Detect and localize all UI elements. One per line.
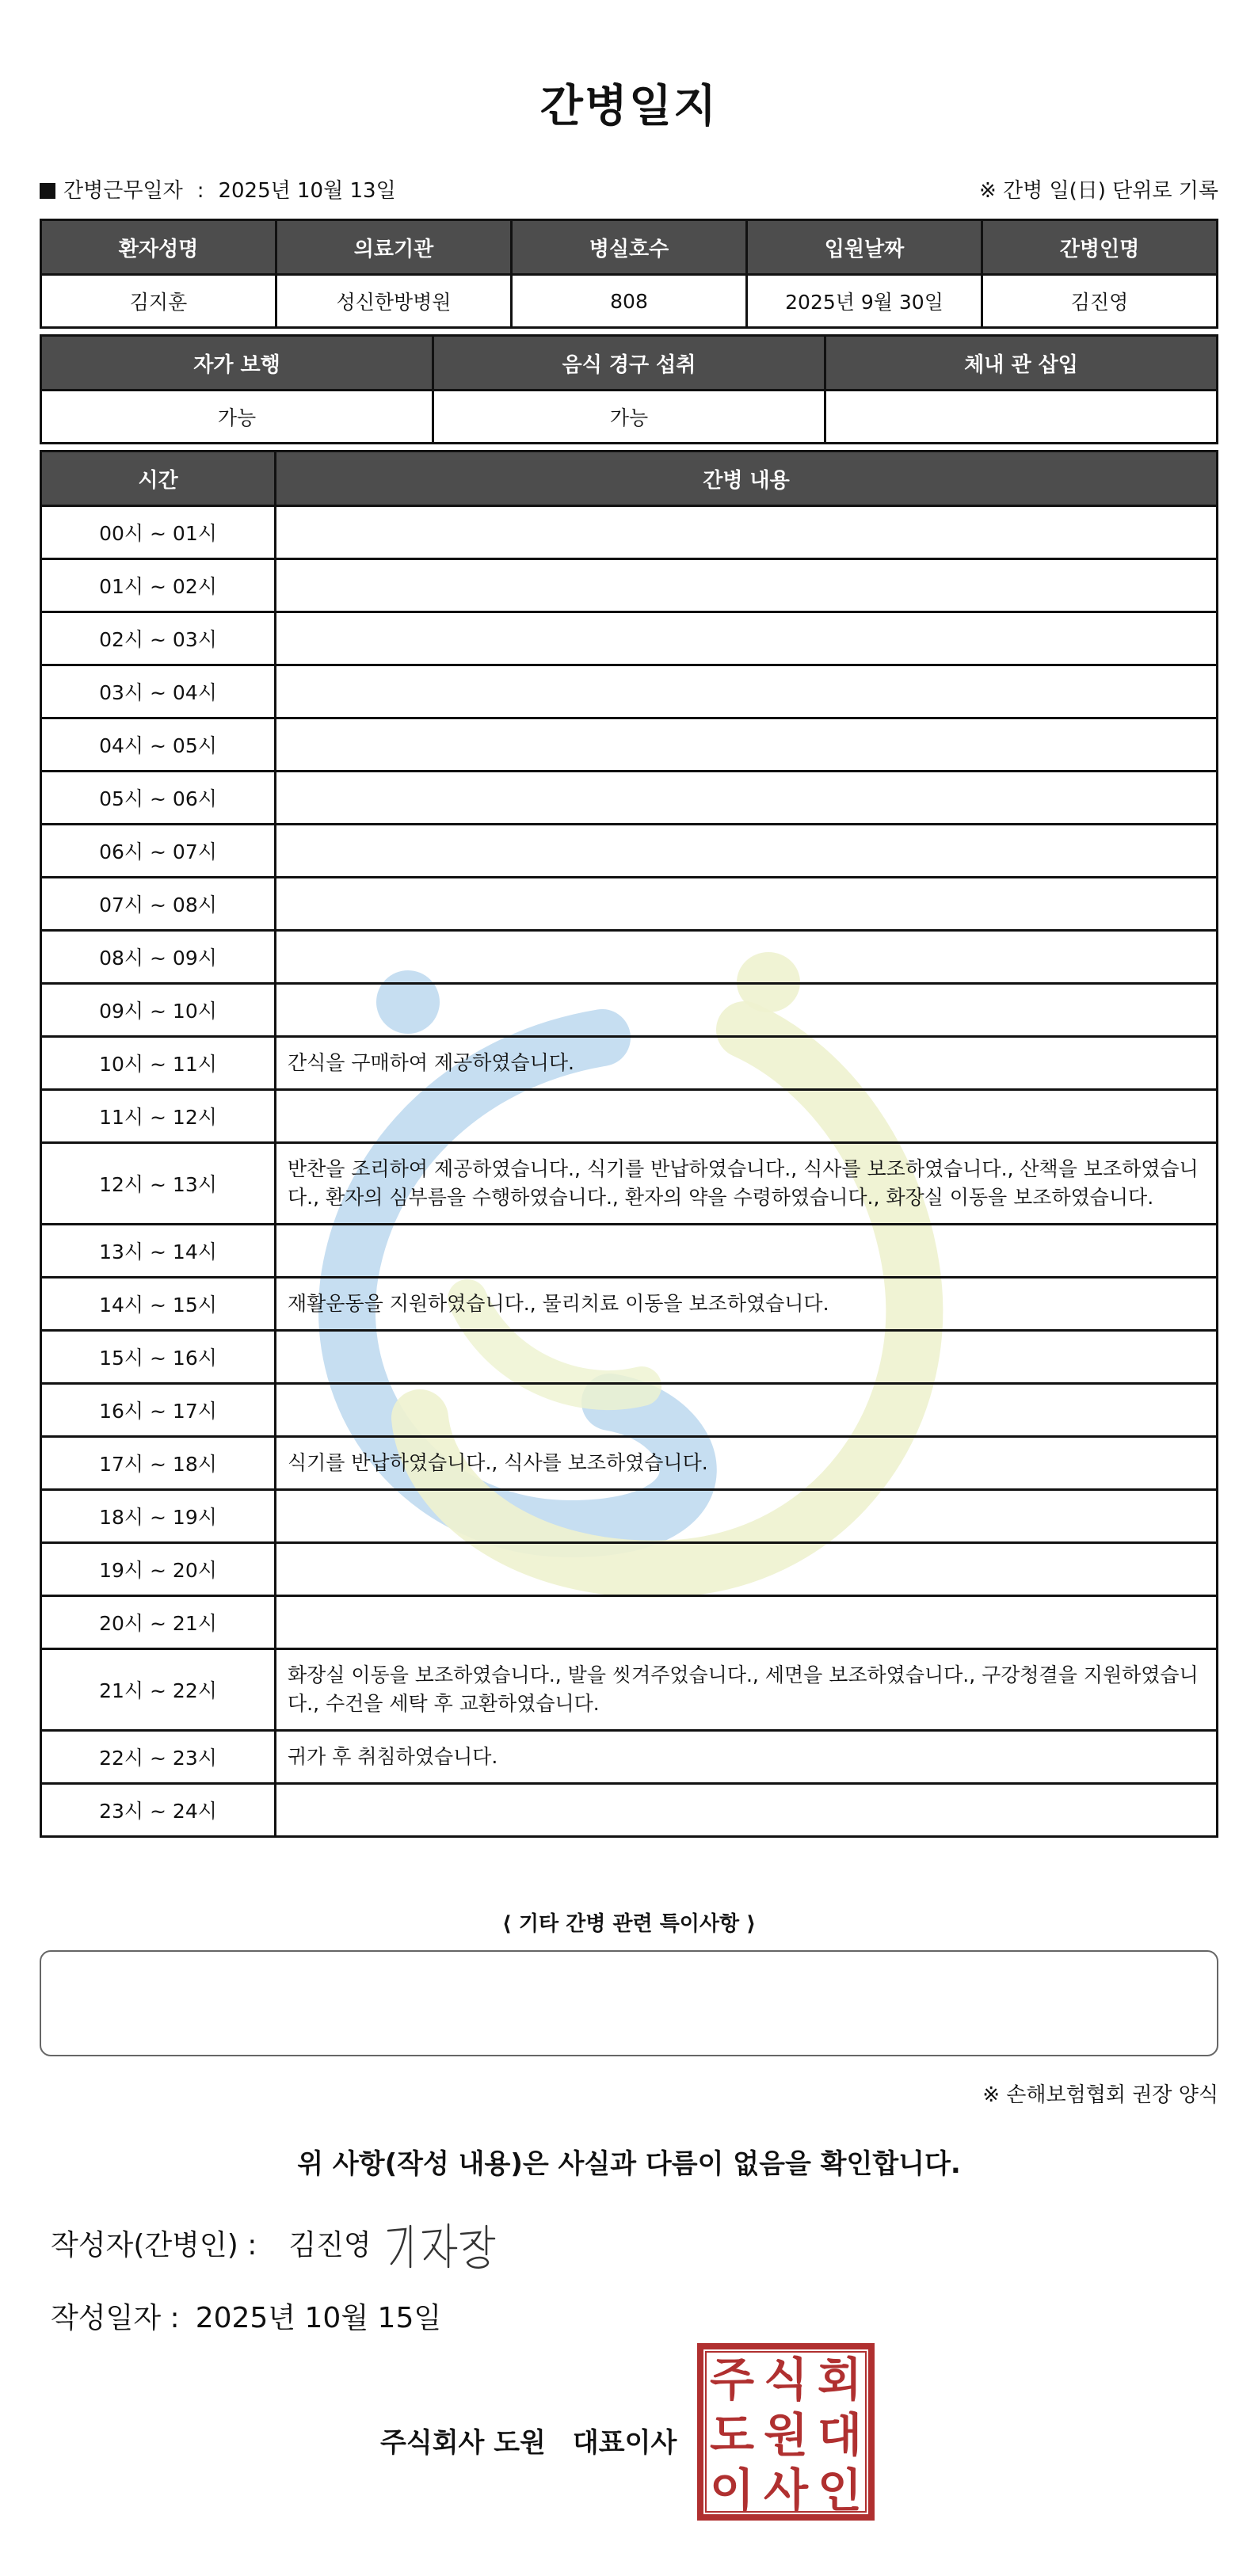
seal-character: 대	[817, 2408, 863, 2462]
write-date-label: 작성일자 :	[51, 2302, 180, 2334]
header-tube-insertion: 체내 관 삽입	[825, 336, 1218, 391]
header-time: 시간	[41, 452, 276, 506]
black-square-icon	[40, 183, 55, 199]
work-date-row	[40, 174, 396, 204]
document-title: 간병일지	[539, 81, 719, 132]
care-log-row	[41, 1731, 1218, 1784]
care-log-time: 06시 ~ 07시	[41, 825, 276, 878]
tube-insertion-value	[825, 391, 1218, 444]
care-log-row	[41, 718, 1218, 772]
write-date-row	[51, 2296, 441, 2336]
patient-status-value-row	[41, 391, 1218, 444]
care-log-row	[41, 1384, 1218, 1437]
care-log-content	[276, 665, 1218, 718]
care-log-content	[276, 772, 1218, 825]
care-log-content	[276, 1331, 1218, 1384]
care-log-row	[41, 878, 1218, 931]
care-log-content	[276, 931, 1218, 984]
special-notes-title: ⟨ 기타 간병 관련 특이사항 ⟩	[501, 1912, 757, 1936]
care-log-time: 18시 ~ 19시	[41, 1490, 276, 1543]
company-row	[380, 2421, 677, 2460]
care-log-row	[41, 1490, 1218, 1543]
care-log-time: 08시 ~ 09시	[41, 931, 276, 984]
care-log-row	[41, 825, 1218, 878]
header-room-number: 병실호수	[512, 220, 747, 275]
care-log-time: 19시 ~ 20시	[41, 1543, 276, 1596]
care-log-header-row	[41, 452, 1218, 506]
seal-character: 주	[709, 2353, 755, 2406]
care-log-time: 15시 ~ 16시	[41, 1331, 276, 1384]
confirmation-statement: 위 사항(작성 내용)은 사실과 다름이 없음을 확인합니다.	[297, 2148, 961, 2180]
care-log-content: 화장실 이동을 보조하였습니다., 발을 씻겨주었습니다., 세면을 보조하였습니다., 구강청결을 지원하였습니다., 수건을 세탁 후 교환하였습니다.	[276, 1649, 1218, 1731]
care-log-row	[41, 1784, 1218, 1837]
admission-date-value: 2025년 9월 30일	[747, 275, 982, 328]
seal-character: 회	[817, 2353, 863, 2406]
oral-intake-value: 가능	[433, 391, 825, 444]
seal-character: 인	[817, 2464, 863, 2517]
header-patient-name: 환자성명	[41, 220, 276, 275]
care-log-time: 09시 ~ 10시	[41, 984, 276, 1037]
caregiver-name-value: 김진영	[982, 275, 1218, 328]
patient-info-value-row	[41, 275, 1218, 328]
seal-character: 도	[709, 2408, 755, 2462]
work-date-separator: :	[196, 179, 204, 203]
care-log-row	[41, 1437, 1218, 1490]
care-log-content	[276, 559, 1218, 612]
care-log-table	[40, 450, 1218, 1838]
patient-name-value: 김지훈	[41, 275, 276, 328]
care-log-time: 07시 ~ 08시	[41, 878, 276, 931]
special-notes-box	[40, 1950, 1218, 2056]
header-care-content: 간병 내용	[276, 452, 1218, 506]
care-log-content	[276, 1784, 1218, 1837]
care-log-row	[41, 1278, 1218, 1331]
company-title: 대표이사	[572, 2427, 677, 2459]
header-caregiver-name: 간병인명	[982, 220, 1218, 275]
care-log-time: 13시 ~ 14시	[41, 1225, 276, 1278]
write-date-value: 2025년 10월 15일	[195, 2302, 442, 2334]
care-log-content	[276, 612, 1218, 665]
seal-character: 식	[763, 2353, 809, 2406]
care-log-time: 11시 ~ 12시	[41, 1090, 276, 1143]
care-log-row	[41, 931, 1218, 984]
room-number-value: 808	[512, 275, 747, 328]
care-log-time: 21시 ~ 22시	[41, 1649, 276, 1731]
care-log-time: 17시 ~ 18시	[41, 1437, 276, 1490]
care-log-content: 식기를 반납하였습니다., 식사를 보조하였습니다.	[276, 1437, 1218, 1490]
care-log-content: 간식을 구매하여 제공하였습니다.	[276, 1037, 1218, 1090]
care-log-row	[41, 1037, 1218, 1090]
care-log-time: 23시 ~ 24시	[41, 1784, 276, 1837]
company-name: 주식회사 도원	[380, 2427, 546, 2459]
care-log-time: 16시 ~ 17시	[41, 1384, 276, 1437]
care-log-content	[276, 1490, 1218, 1543]
care-log-content	[276, 984, 1218, 1037]
care-log-row	[41, 1543, 1218, 1596]
care-log-row	[41, 1596, 1218, 1649]
care-log-time: 04시 ~ 05시	[41, 718, 276, 772]
care-log-content	[276, 825, 1218, 878]
care-log-row	[41, 772, 1218, 825]
header-oral-intake: 음식 경구 섭취	[433, 336, 825, 391]
care-log-row	[41, 506, 1218, 559]
care-log-content: 재활운동을 지원하였습니다., 물리치료 이동을 보조하였습니다.	[276, 1278, 1218, 1331]
work-date-label: 간병근무일자	[63, 179, 183, 203]
self-walking-value: 가능	[41, 391, 433, 444]
writer-row	[51, 2223, 372, 2263]
care-log-time: 02시 ~ 03시	[41, 612, 276, 665]
care-log-time: 01시 ~ 02시	[41, 559, 276, 612]
care-log-row	[41, 559, 1218, 612]
handwritten-signature	[382, 2216, 509, 2280]
patient-status-table	[40, 334, 1218, 444]
care-log-time: 20시 ~ 21시	[41, 1596, 276, 1649]
care-log-time: 12시 ~ 13시	[41, 1143, 276, 1225]
care-log-time: 05시 ~ 06시	[41, 772, 276, 825]
care-log-row	[41, 612, 1218, 665]
header-hospital: 의료기관	[276, 220, 512, 275]
care-log-content	[276, 1596, 1218, 1649]
patient-status-header-row	[41, 336, 1218, 391]
care-log-time: 00시 ~ 01시	[41, 506, 276, 559]
care-log-content: 반찬을 조리하여 제공하였습니다., 식기를 반납하였습니다., 식사를 보조하였습니다., 산책을 보조하였습니다., 환자의 심부름을 수행하였습니다., 환자의 약을 수령하였습니다., 화장실 이동을 보조하였습니다.	[276, 1143, 1218, 1225]
recommended-form-note: ※ 손해보험협회 권장 양식	[982, 2083, 1218, 2107]
care-log-row	[41, 1225, 1218, 1278]
writer-label: 작성자(간병인) :	[51, 2229, 257, 2262]
care-log-row	[41, 984, 1218, 1037]
hospital-value: 성신한방병원	[276, 275, 512, 328]
header-self-walking: 자가 보행	[41, 336, 433, 391]
care-log-content	[276, 718, 1218, 772]
care-log-row	[41, 1649, 1218, 1731]
care-log-content	[276, 1090, 1218, 1143]
patient-info-table	[40, 219, 1218, 329]
care-log-content	[276, 1225, 1218, 1278]
patient-info-header-row	[41, 220, 1218, 275]
seal-character: 사	[763, 2464, 809, 2517]
care-log-content	[276, 1543, 1218, 1596]
header-admission-date: 입원날짜	[747, 220, 982, 275]
daily-record-note: ※ 간병 일(日) 단위로 기록	[978, 179, 1218, 203]
care-log-time: 10시 ~ 11시	[41, 1037, 276, 1090]
care-log-content	[276, 506, 1218, 559]
care-log-content	[276, 1384, 1218, 1437]
care-log-time: 14시 ~ 15시	[41, 1278, 276, 1331]
care-log-content	[276, 878, 1218, 931]
care-log-row	[41, 1090, 1218, 1143]
care-log-row	[41, 1143, 1218, 1225]
care-log-row	[41, 665, 1218, 718]
writer-name: 김진영	[288, 2229, 372, 2262]
seal-character: 이	[709, 2464, 755, 2517]
work-date-value: 2025년 10월 13일	[218, 179, 396, 203]
seal-character: 원	[763, 2408, 809, 2462]
care-log-content: 귀가 후 취침하였습니다.	[276, 1731, 1218, 1784]
care-log-row	[41, 1331, 1218, 1384]
care-log-time: 22시 ~ 23시	[41, 1731, 276, 1784]
care-log-time: 03시 ~ 04시	[41, 665, 276, 718]
company-seal-stamp	[697, 2343, 875, 2521]
